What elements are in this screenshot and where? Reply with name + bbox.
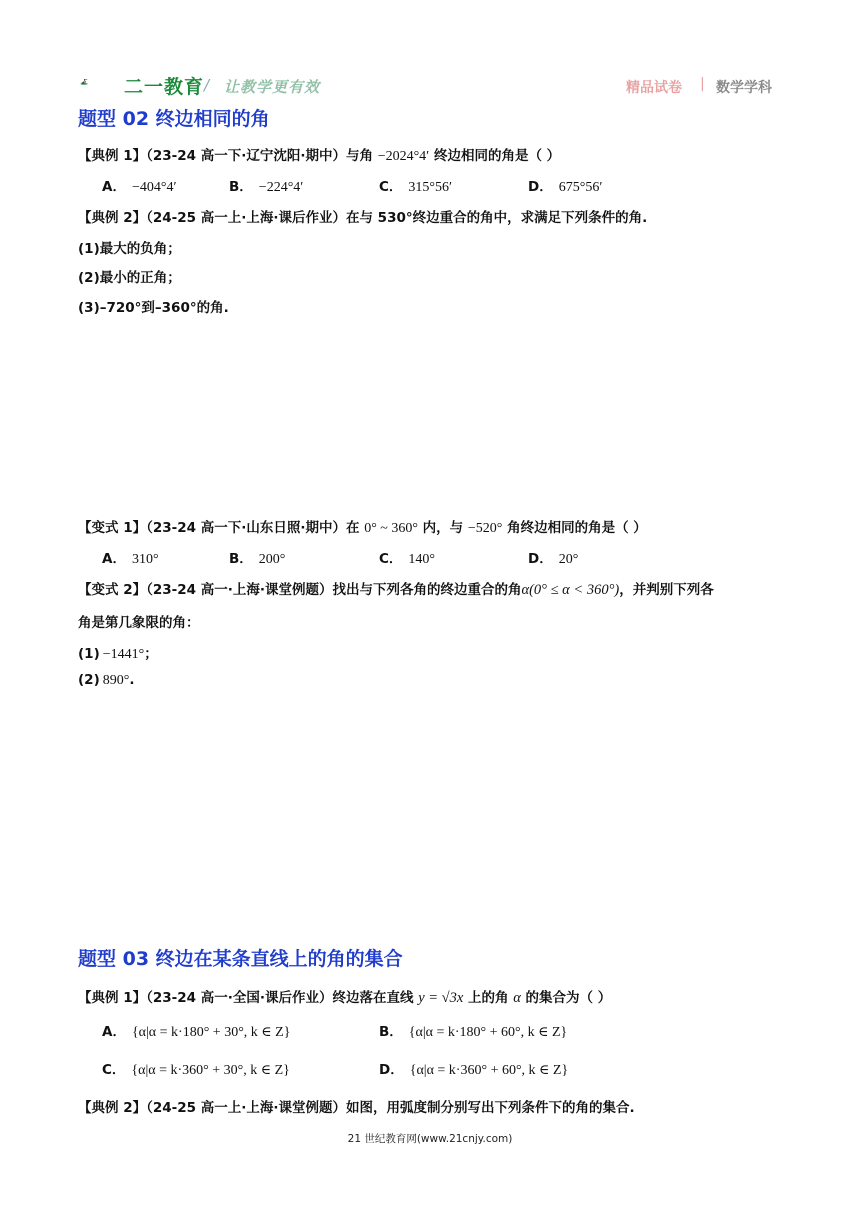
page-footer: 21 世纪教育网(www.21cnjy.com) (347, 1133, 513, 1145)
example-1-prefix: 【典例 1】（23-24 高一下·辽宁沈阳·期中）与角 (78, 148, 378, 164)
example-2-question: 【典例 2】（24-25 高一上·上海·课后作业）在与 530°终边重合的角中，求满足下列条件的角. (78, 210, 648, 226)
example-3-line-equation: y = √3x (418, 990, 464, 1006)
variant-1-range: 0° ~ 360° (364, 521, 418, 536)
example-3-option-a: A． {α|α = k·180° + 30°, k ∈ Z} (102, 1024, 291, 1040)
variant-1-option-c: C． 140° (379, 551, 436, 567)
example-1-option-d: D． 675°56′ (528, 179, 603, 195)
section-title-02: 题型 02 终边相同的角 (78, 108, 270, 130)
example-1-question (78, 144, 560, 165)
section-title-03: 题型 03 终边在某条直线上的角的集合 (78, 948, 403, 970)
header-separator: | (700, 76, 705, 92)
brand-name: 二一教育 (124, 76, 205, 98)
variant-2-question: 【变式 2】（23-24 高一·上海·课堂例题）找出与下列各角的终边重合的角α(0° ≤ α < 360°)，并判别下列各 (78, 582, 714, 598)
variant-1-angle: −520° (467, 521, 503, 536)
variant-1-option-d: D． 20° (528, 551, 579, 567)
header-slogan: 让教学更有效 (224, 78, 321, 96)
example-2-item-1: (1)最大的负角； (78, 241, 181, 257)
variant-2-item-1: (1) −1441°； (78, 646, 158, 662)
example-1-option-c: C． 315°56′ (379, 179, 453, 195)
variant-1-option-b: B． 200° (229, 551, 286, 567)
example-1-suffix: 终边相同的角是（ ） (429, 148, 561, 164)
example-2-item-2: (2)最小的正角； (78, 270, 181, 286)
example-3-option-c: C． {α|α = k·360° + 30°, k ∈ Z} (102, 1062, 290, 1078)
header-slash: / (204, 76, 210, 94)
header-subject: 数学学科 (716, 80, 772, 96)
example-3-alpha: α (513, 990, 521, 1006)
example-4-question: 【典例 2】（24-25 高一上·上海·课堂例题）如图，用弧度制分别写出下列条件下的角的集合. (78, 1100, 635, 1116)
example-1-option-a: A． −404°4′ (102, 179, 177, 195)
example-3-question: 【典例 1】（23-24 高一·全国·课后作业）终边落在直线 y = √3x 上的角 α 的集合为（ ） (78, 990, 612, 1006)
example-1-math: −2024°4′ (377, 149, 430, 164)
example-1-option-b: B． −224°4′ (229, 179, 304, 195)
variant-2-item-2: (2) 890°. (78, 672, 135, 688)
example-3-option-d: D． {α|α = k·360° + 60°, k ∈ Z} (379, 1062, 569, 1078)
header-label: 精品试卷 (626, 80, 682, 96)
logo-icon (80, 64, 126, 100)
variant-2-question-line-2: 角是第几象限的角： (78, 615, 200, 631)
example-3-option-b: B． {α|α = k·180° + 60°, k ∈ Z} (379, 1024, 568, 1040)
variant-2-condition: α(0° ≤ α < 360°) (521, 582, 620, 598)
variant-1-option-a: A． 310° (102, 551, 159, 567)
example-2-item-3: (3)–720°到–360°的角. (78, 300, 229, 316)
variant-1-question: 【变式 1】（23-24 高一下·山东日照·期中）在 0° ~ 360° 内，与 −520° 角终边相同的角是（ ） (78, 520, 647, 536)
